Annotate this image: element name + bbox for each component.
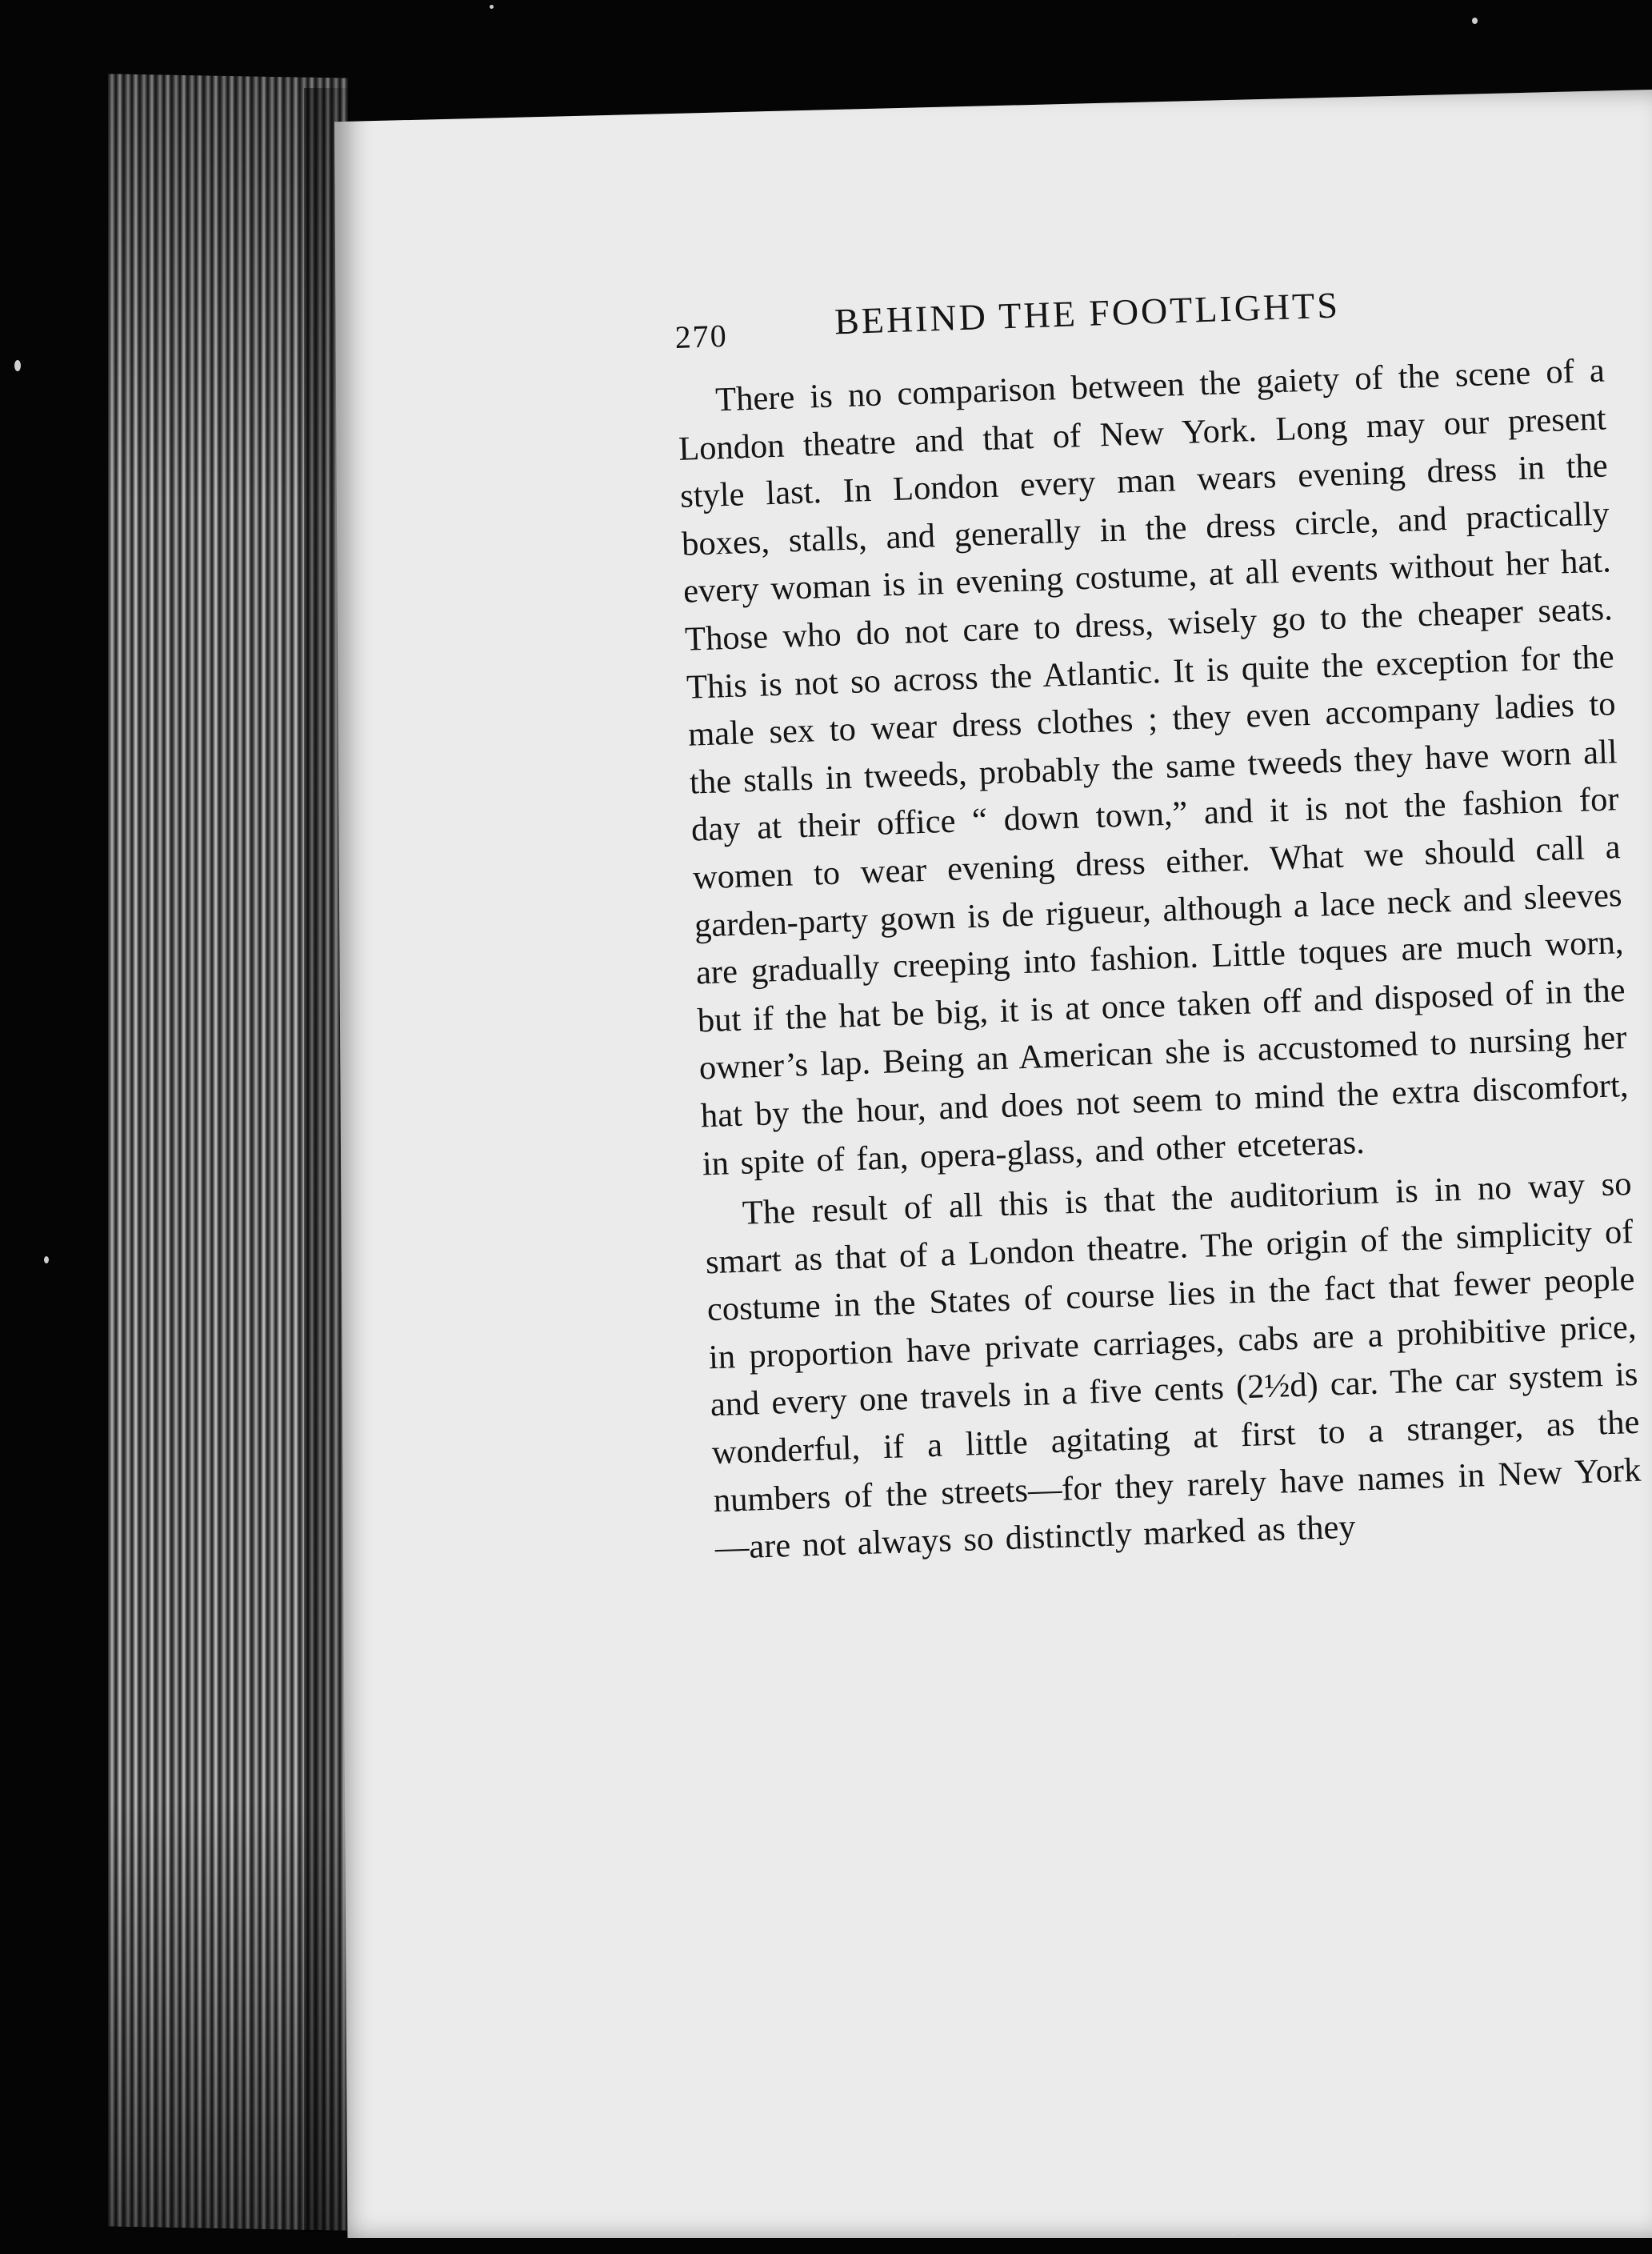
- dust-speck: [1472, 18, 1478, 24]
- paragraph: The result of all this is that the auditorium is in no way so smart as that of a London theatre. The origin of the simplicity of costume in the States of course lies in the fact that fewer people in proportion have private carriages, cabs are a prohibitive price, and every one travels in a five cents (2½d) car. The car system is wonderful, if a little agitating at first to a stranger, as the numbers of the streets—for they rarely have names in New York—are not always so distinctly marked as they: [705, 1165, 1642, 1567]
- page-text: [674, 267, 1643, 1572]
- paragraph: There is no comparison between the gaiety of the scene of a London theatre and that of New York. Long may our present style last. In London every man wears evening dress in the boxes, stalls, and generally in the dress circle, and practically every woman is in evening costume, at all events without her hat. Those who do not care to dress, wisely go to the cheaper seats. This is not so across the Atlantic. It is quite the exception for the male sex to wear dress clothes ; they even accompany ladies to the stalls in tweeds, probably the same tweeds they have worn all day at their office “ down town,” and it is not the fashion for women to wear evening dress either. What we should call a garden-party gown is de rigueur, although a lace neck and sleeves are gradually creeping into fashion. Little toques are much worn, but if the hat be big, it is at once taken off and disposed of in the owner’s lap. Being an American she is accustomed to nursing her hat by the hour, and does not seem to mind the extra discomfort, in spite of fan, opera-glass, and other etceteras.: [678, 351, 1630, 1183]
- page-number: 270: [674, 317, 729, 355]
- dust-speck: [490, 5, 494, 9]
- running-head-title: BEHIND THE FOOTLIGHTS: [834, 284, 1341, 342]
- dust-speck: [1232, 2232, 1236, 2236]
- dust-speck: [44, 1256, 49, 1263]
- dust-speck: [14, 360, 21, 371]
